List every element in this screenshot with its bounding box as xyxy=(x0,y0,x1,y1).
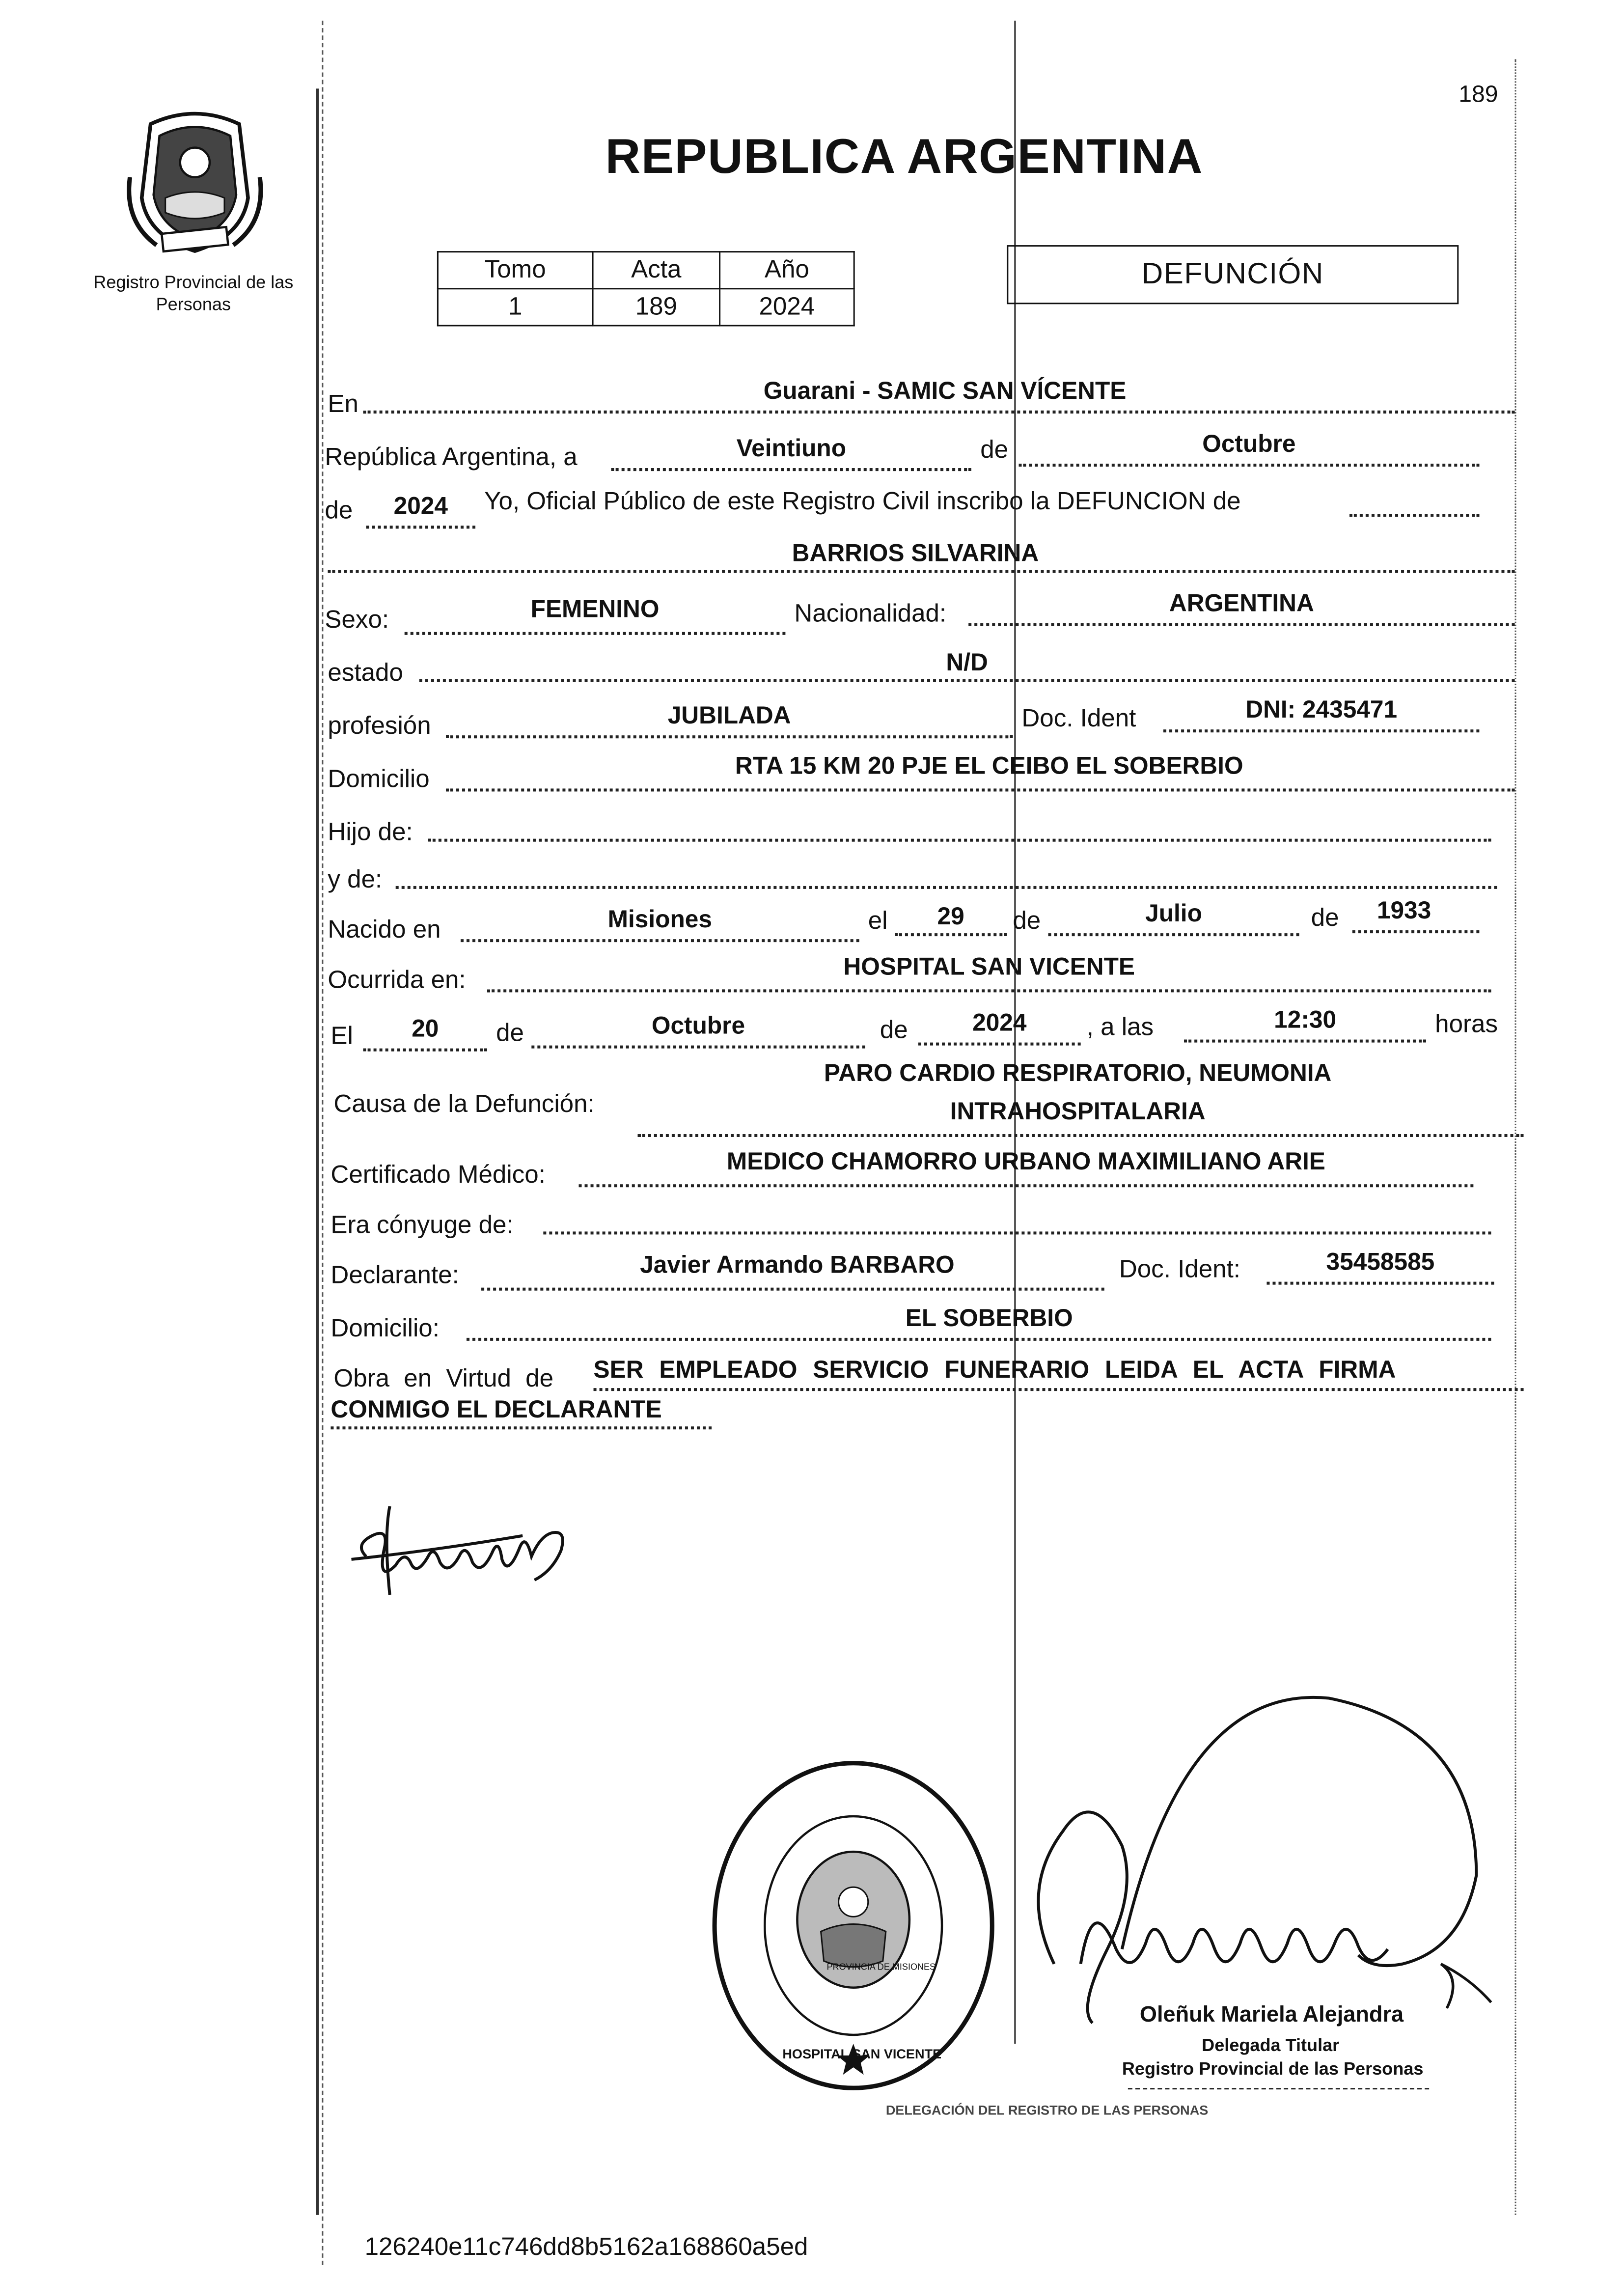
label-causa: Causa de la Defunción: xyxy=(333,1089,595,1118)
nationality-value: ARGENTINA xyxy=(1169,590,1314,617)
dotline-declarant-doc xyxy=(1266,1282,1494,1285)
dotline-name xyxy=(328,570,1514,573)
label-republica: República Argentina, a xyxy=(325,443,578,472)
declarant-address-value: EL SOBERBIO xyxy=(905,1305,1073,1332)
dotline-death-month xyxy=(531,1046,865,1049)
province-seal-logo xyxy=(121,103,269,263)
label-declarante: Declarante: xyxy=(330,1261,459,1289)
death-month-value: Octubre xyxy=(651,1013,745,1040)
dotline-declarant-address xyxy=(467,1338,1491,1341)
official-office: Registro Provincial de las Personas xyxy=(1122,2058,1424,2080)
dotline-profession xyxy=(446,735,1013,738)
civil-status-value: N/D xyxy=(946,649,988,676)
record-value-tomo: 1 xyxy=(438,289,593,326)
label-horas: horas xyxy=(1435,1010,1498,1038)
medical-certificate-value: MEDICO CHAMORRO URBANO MAXIMILIANO ARIE xyxy=(726,1149,1325,1176)
month-value: Octubre xyxy=(1202,431,1296,458)
record-header-tomo: Tomo xyxy=(438,252,593,289)
dotline-address xyxy=(446,788,1515,791)
dotline-death-place xyxy=(487,989,1491,992)
label-sexo: Sexo: xyxy=(325,605,389,634)
left-margin-line xyxy=(316,88,319,2215)
dotline-nationality xyxy=(968,623,1514,626)
label-de-birth-year: de xyxy=(1311,903,1339,932)
stamp-center-text: PROVINCIA DE MISIONES xyxy=(826,1964,936,1973)
registry-name: Registro Provincial de las Personas xyxy=(93,272,294,315)
label-conyuge: Era cónyuge de: xyxy=(330,1211,514,1239)
place-value: Guarani - SAMIC SAN VÍCENTE xyxy=(763,378,1127,405)
label-domicilio-decl: Domicilio: xyxy=(330,1314,440,1342)
dotline-sex xyxy=(405,632,786,635)
label-nacido-en: Nacido en xyxy=(328,916,441,944)
dotline-birth-year xyxy=(1352,930,1480,933)
dotline-spouse xyxy=(543,1231,1491,1234)
label-estado: estado xyxy=(328,658,403,687)
label-el-death: El xyxy=(330,1022,353,1050)
label-domicilio: Domicilio xyxy=(328,765,430,793)
label-yo: Yo, Oficial Público de este Registro Civil inscribo la DEFUNCION de xyxy=(484,487,1241,516)
left-border-line xyxy=(322,21,323,2265)
declarant-value: Javier Armando BARBARO xyxy=(640,1252,955,1279)
dotline-doc-id xyxy=(1163,729,1479,732)
death-time-value: 12:30 xyxy=(1274,1007,1337,1034)
label-doc-ident: Doc. Ident xyxy=(1021,704,1136,733)
label-obra: Obra en Virtud de xyxy=(333,1364,554,1393)
dotline-father xyxy=(428,839,1491,842)
label-de-birth-month: de xyxy=(1013,906,1041,935)
label-hijo-de: Hijo de: xyxy=(328,818,413,846)
official-underline xyxy=(1128,2088,1429,2089)
dotline-by-virtue-2 xyxy=(330,1426,712,1429)
record-header-acta: Acta xyxy=(593,252,720,289)
record-value-acta: 189 xyxy=(593,289,720,326)
label-nacionalidad: Nacionalidad: xyxy=(794,599,947,628)
deceased-name-value: BARRIOS SILVARINA xyxy=(792,540,1039,567)
dotline-birth-day xyxy=(895,933,1007,936)
record-value-ano: 2024 xyxy=(720,289,854,326)
dotline-mother xyxy=(396,886,1497,889)
dotline-day xyxy=(611,468,972,471)
by-virtue-line1-value: SER EMPLEADO SERVICIO FUNERARIO LEIDA EL ACTA FIRMA xyxy=(593,1357,1396,1384)
label-doc-ident-decl: Doc. Ident: xyxy=(1119,1255,1240,1283)
record-type-box xyxy=(1007,245,1459,304)
dotline-cause xyxy=(638,1134,1524,1137)
birth-place-value: Misiones xyxy=(607,906,712,934)
dotline-month xyxy=(1018,464,1479,467)
dotline-declarant xyxy=(481,1288,1104,1291)
label-de-year: de xyxy=(325,496,353,525)
label-en: En xyxy=(328,389,358,418)
label-certificado: Certificado Médico: xyxy=(330,1161,546,1189)
label-a-las: , a las xyxy=(1086,1013,1154,1041)
address-value: RTA 15 KM 20 PJE EL CEIBO EL SOBERBIO xyxy=(735,753,1243,780)
sex-value: FEMENINO xyxy=(530,596,660,623)
by-virtue-line2-value: CONMIGO EL DECLARANTE xyxy=(330,1397,662,1424)
birth-month-value: Julio xyxy=(1145,900,1202,928)
official-name: Oleñuk Mariela Alejandra xyxy=(1139,2002,1404,2027)
dotline-birth-place xyxy=(461,939,859,942)
page-title: REPUBLICA ARGENTINA xyxy=(605,128,1203,183)
cause-line1-value: PARO CARDIO RESPIRATORIO, NEUMONIA xyxy=(824,1060,1332,1087)
birth-year-value: 1933 xyxy=(1376,897,1431,925)
doc-id-value: DNI: 2435471 xyxy=(1245,697,1398,724)
declarant-signature xyxy=(345,1492,581,1610)
label-de-death-year: de xyxy=(880,1016,908,1044)
year-value: 2024 xyxy=(393,493,448,520)
death-day-value: 20 xyxy=(412,1016,439,1043)
label-de-death-month: de xyxy=(496,1019,524,1047)
dotline-death-day xyxy=(363,1049,488,1052)
dotline-certificate xyxy=(578,1184,1473,1187)
label-y-de: y de: xyxy=(328,865,383,893)
registry-stamp xyxy=(706,1754,1001,2097)
profession-value: JUBILADA xyxy=(667,703,791,730)
record-table xyxy=(437,251,855,326)
label-profesion: profesión xyxy=(328,712,431,740)
dotline-birth-month xyxy=(1048,933,1299,936)
label-ocurrida-en: Ocurrida en: xyxy=(328,966,466,994)
declarant-doc-value: 35458585 xyxy=(1326,1249,1435,1276)
stamp-inner-text: HOSPITAL SAN VICENTE xyxy=(782,2046,942,2062)
stamp-outer-text: DELEGACIÓN DEL REGISTRO DE LAS PERSONAS xyxy=(885,2103,1209,2118)
official-position: Delegada Titular xyxy=(1202,2034,1340,2056)
official-signature xyxy=(1004,1668,1506,2038)
label-de-month: de xyxy=(980,435,1009,464)
page-number: 189 xyxy=(1459,83,1498,108)
dotline-death-year xyxy=(918,1043,1081,1046)
cause-line2-value: INTRAHOSPITALARIA xyxy=(950,1098,1206,1125)
document-hash: 126240e11c746dd8b5162a168860a5ed xyxy=(364,2232,808,2261)
dotline-year xyxy=(366,526,475,528)
label-el-birth: el xyxy=(868,906,888,935)
death-place-value: HOSPITAL SAN VICENTE xyxy=(843,954,1135,981)
dotline-place xyxy=(363,411,1515,414)
day-words-value: Veintiuno xyxy=(736,435,847,463)
dotline-death-time xyxy=(1184,1040,1426,1043)
dotline-by-virtue-1 xyxy=(594,1388,1524,1391)
record-type: DEFUNCIÓN xyxy=(1141,258,1324,291)
dotline-civil-status xyxy=(419,679,1515,682)
death-year-value: 2024 xyxy=(972,1010,1027,1037)
dotline-after-yo xyxy=(1349,514,1480,517)
birth-day-value: 29 xyxy=(937,903,964,931)
record-header-ano: Año xyxy=(720,252,854,289)
